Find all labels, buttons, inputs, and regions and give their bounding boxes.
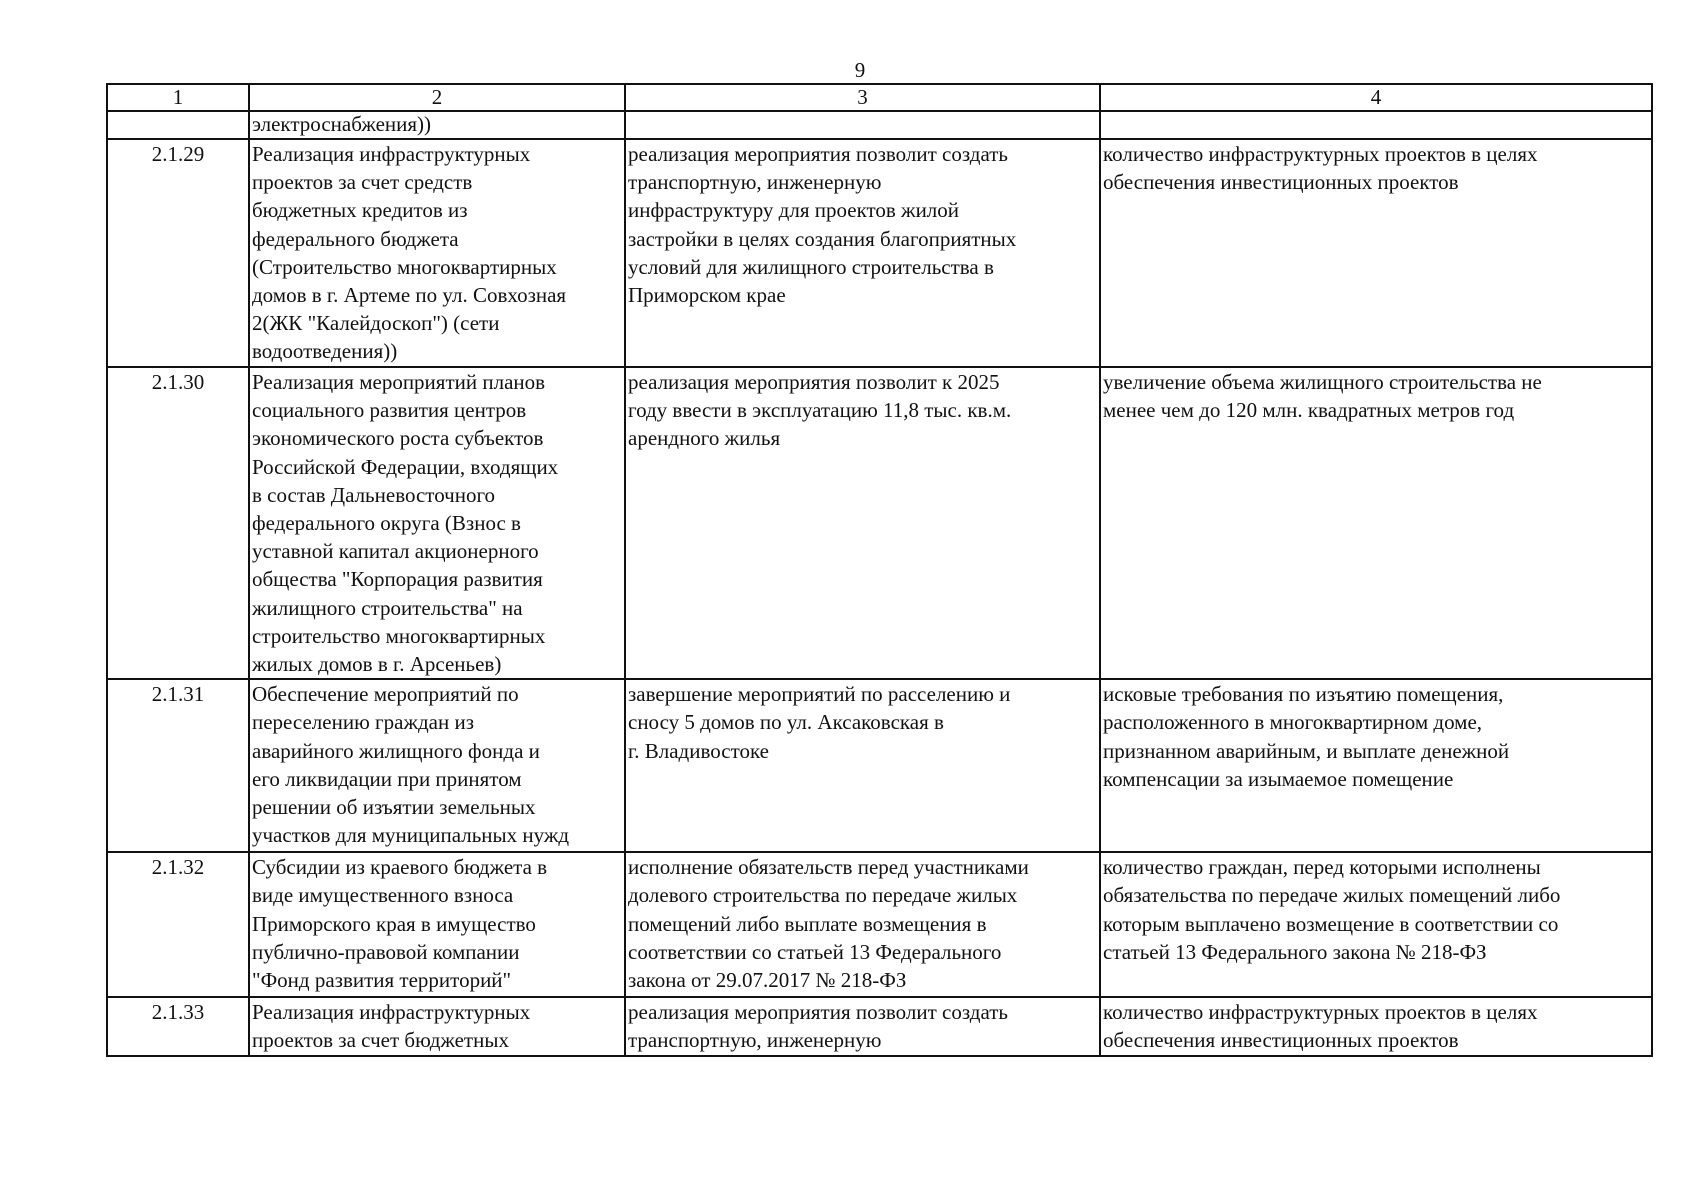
column-header-3: 3: [625, 84, 1100, 111]
table-row-continuation: [107, 111, 1652, 139]
cell-measure-name: Субсидии из краевого бюджета в виде имущественного взноса Приморского края в имущество публично-правовой компании "Фонд развития территорий": [249, 852, 625, 997]
table-header-row: [107, 84, 1652, 111]
table-row: [107, 852, 1652, 997]
cell-expected-result: реализация мероприятия позволит создать транспортную, инженерную: [625, 997, 1100, 1056]
cell-number: 2.1.30: [107, 367, 249, 679]
cell-measure-name: Реализация инфраструктурных проектов за счет средств бюджетных кредитов из федерального бюджета (Строительство многоквартирных домов в г. Артеме по ул. Совхозная 2(ЖК "Калейдоскоп") (сети водоотведения)): [249, 139, 625, 367]
cell-expected-result: реализация мероприятия позволит создать транспортную, инженерную инфраструктуру для проектов жилой застройки в целях создания благоприятных условий для жилищного строительства в Приморском крае: [625, 139, 1100, 367]
cell-expected-result: реализация мероприятия позволит к 2025 году ввести в эксплуатацию 11,8 тыс. кв.м. арендного жилья: [625, 367, 1100, 679]
measures-table: [106, 83, 1653, 1057]
cell-measure-name: Обеспечение мероприятий по переселению граждан из аварийного жилищного фонда и его ликвидации при принятом решении об изъятии земельных участков для муниципальных нужд: [249, 679, 625, 852]
page-number: 9: [854, 58, 866, 82]
table-row: [107, 997, 1652, 1056]
cell-indicator: количество инфраструктурных проектов в целях обеспечения инвестиционных проектов: [1100, 139, 1652, 367]
cell-measure-name: Реализация инфраструктурных проектов за счет бюджетных: [249, 997, 625, 1056]
table-row: [107, 679, 1652, 852]
table-row: [107, 367, 1652, 679]
cell-measure-name: электроснабжения)): [249, 111, 625, 139]
cell-number: 2.1.32: [107, 852, 249, 997]
cell-expected-result: [625, 111, 1100, 139]
column-header-1: 1: [107, 84, 249, 111]
cell-number: 2.1.31: [107, 679, 249, 852]
column-header-4: 4: [1100, 84, 1652, 111]
cell-indicator: исковые требования по изъятию помещения, расположенного в многоквартирном доме, признанном аварийным, и выплате денежной компенсации за изымаемое помещение: [1100, 679, 1652, 852]
cell-number: [107, 111, 249, 139]
cell-expected-result: завершение мероприятий по расселению и сносу 5 домов по ул. Аксаковская в г. Владивостоке: [625, 679, 1100, 852]
cell-indicator: увеличение объема жилищного строительства не менее чем до 120 млн. квадратных метров год: [1100, 367, 1652, 679]
cell-indicator: [1100, 111, 1652, 139]
column-header-2: 2: [249, 84, 625, 111]
cell-indicator: количество граждан, перед которыми исполнены обязательства по передаче жилых помещений либо которым выплачено возмещение в соответствии со статьей 13 Федерального закона № 218-ФЗ: [1100, 852, 1652, 997]
table-row: [107, 139, 1652, 367]
cell-measure-name: Реализация мероприятий планов социального развития центров экономического роста субъектов Российской Федерации, входящих в состав Дальневосточного федерального округа (Взнос в уставной капитал акционерного общества "Корпорация развития жилищного строительства" на строительство многоквартирных жилых домов в г. Арсеньев): [249, 367, 625, 679]
cell-number: 2.1.33: [107, 997, 249, 1056]
cell-number: 2.1.29: [107, 139, 249, 367]
cell-expected-result: исполнение обязательств перед участниками долевого строительства по передаче жилых помещений либо выплате возмещения в соответствии со статьей 13 Федерального закона от 29.07.2017 № 218-ФЗ: [625, 852, 1100, 997]
cell-indicator: количество инфраструктурных проектов в целях обеспечения инвестиционных проектов: [1100, 997, 1652, 1056]
